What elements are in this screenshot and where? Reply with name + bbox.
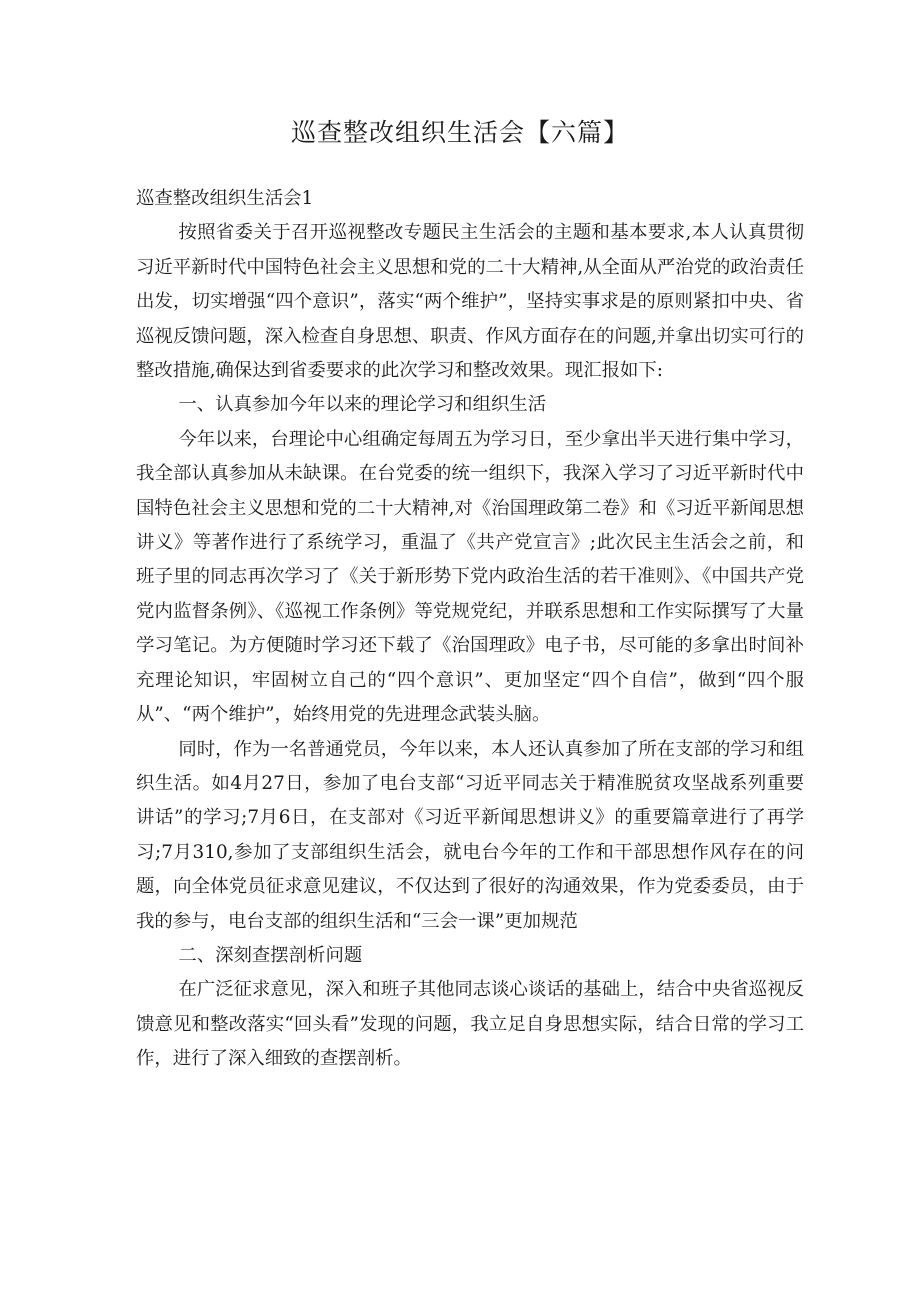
paragraph-problem-analysis: 在广泛征求意见，深入和班子其他同志谈心谈话的基础上，结合中央省巡视反馈意见和整改落实“回头看”发现的问题，我立足自身思想实际，结合日常的学习工作，进行了深入细致的查摆剖析。 — [136, 979, 804, 1070]
document-title: 巡查整改组织生活会【六篇】 — [290, 118, 629, 147]
section-title: 巡查整改组织生活会1 — [136, 188, 314, 209]
paragraph-branch-activities: 同时，作为一名普通党员，今年以来，本人还认真参加了所在支部的学习和组织生活。如4月27日，参加了电台支部“习近平同志关于精准脱贫攻坚战系列重要讲话”的学习;7月6日，在支部对《习近平新闻思想讲义》的重要篇章进行了再学习;7月310,参加了支部组织生活会，就电台今年的工作和干部思想作风存在的问题，向全体党员征求意见建议，不仅达到了很好的沟通效果，作为党委委员，由于我的参与，电台支部的组织生活和“三会一课”更加规范 — [136, 738, 804, 932]
heading-theory-study: 一、认真参加今年以来的理论学习和组织生活 — [178, 394, 547, 416]
heading-problem-analysis: 二、深刻查摆剖析问题 — [178, 944, 363, 966]
paragraph-theory-study: 今年以来，台理论中心组确定每周五为学习日，至少拿出半天进行集中学习，我全部认真参加从未缺课。在台党委的统一组织下，我深入学习了习近平新时代中国特色社会主义思想和党的二十大精神,对《治国理政第二卷》和《习近平新闻思想讲义》等著作进行了系统学习，重温了《共产党宣言》;此次民主生活会之前，和班子里的同志再次学习了《关于新形势下党内政治生活的若干准则》、《中国共产党党内监督条例》、《巡视工作条例》等党规党纪，并联系思想和工作实际撰写了大量学习笔记。为方便随时学习还下载了《治国理政》电子书，尽可能的多拿出时间补充理论知识，牢固树立自己的“四个意识”、更加坚定“四个自信”，做到“四个服从”、“两个维护”，始终用党的先进理念武装头脑。 — [136, 428, 804, 726]
paragraph-intro: 按照省委关于召开巡视整改专题民主生活会的主题和基本要求,本人认真贯彻习近平新时代中国特色社会主义思想和党的二十大精神,从全面从严治党的政治责任出发，切实增强“四个意识”，落实“两个维护”，坚持实事求是的原则紧扣中央、省巡视反馈问题，深入检查自身思想、职责、作风方面存在的问题,并拿出切实可行的整改措施,确保达到省委要求的此次学习和整改效果。现汇报如下: — [136, 222, 804, 382]
document-body — [136, 182, 804, 1077]
